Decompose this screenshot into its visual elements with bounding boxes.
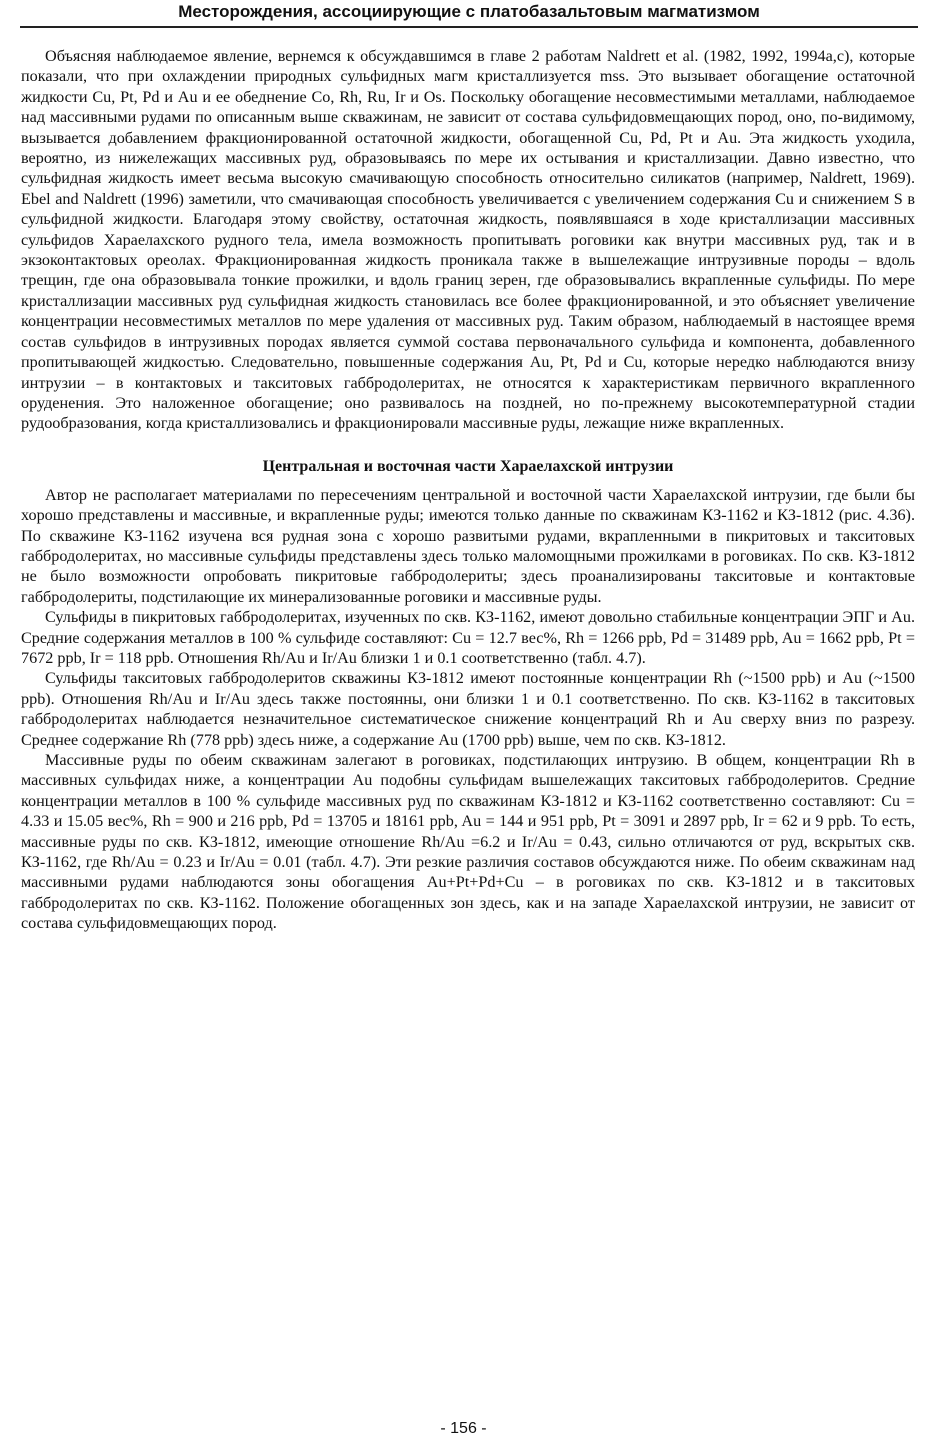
paragraph: Автор не располагает материалами по пересечениям центральной и восточной части Хараелахской интрузии, где были бы хорошо представлены и массивные, и вкрапленные руды; имеются только данные по скважинам КЗ-1162 и КЗ-1812 (рис. 4.36). По скважине КЗ-1162 изучена вся рудная зона с хорошо развитыми рудами, вкрапленными в пикритовых и такситовых габбродолеритах, но массивные сульфиды представлены здесь только маломощными прожилками в роговиках. По скв. КЗ-1812 не было возможности опробовать пикритовые габбродолериты; здесь проанализированы такситовые и контактовые габбродолериты, подстилающие их минерализованные роговики и массивные руды. bbox=[21, 485, 915, 606]
paragraph: Сульфиды в пикритовых габбродолеритах, изученных по скв. КЗ-1162, имеют довольно стабильные концентрации ЭПГ и Au. Средние содержания металлов в 100 % сульфиде составляют: Cu = 12.7 вес%, Rh = 1266 ppb, Pd = 31489 ppb, Au = 1662 ppb, Pt = 7672 ppb, Ir = 118 ppb. Отношения Rh/Au и Ir/Au близки 1 и 0.1 соответственно (табл. 4.7). bbox=[21, 608, 915, 667]
page-body bbox=[21, 46, 915, 934]
paragraph: Сульфиды такситовых габбродолеритов скважины КЗ-1812 имеют постоянные концентрации Rh (~1500 ppb) и Au (~1500 ppb). Отношения Rh/Au и Ir/Au здесь также постоянны, они близки 1 и 0.1 соответственно. По скв. КЗ-1162 в такситовых габбродолеритах наблюдается незначительное систематическое снижение концентраций Rh и Au сверху вниз по разрезу. Среднее содержание Rh (778 ppb) здесь ниже, а содержание Au (1700 ppb) выше, чем по скв. КЗ-1812. bbox=[21, 669, 915, 749]
section-heading: Центральная и восточная части Хараелахской интрузии bbox=[262, 457, 674, 475]
paragraph: Объясняя наблюдаемое явление, вернемся к обсуждавшимся в главе 2 работам Naldrett et al. (1982, 1992, 1994a,c), которые показали, что при охлаждении природных сульфидных магм кристаллизуется mss. Это вызывает обогащение остаточной жидкости Cu, Pt, Pd и Au и ее обеднение Co, Rh, Ru, Ir и Os. Поскольку обогащение несовместимыми металлами, наблюдаемое над массивными рудами по описанным выше скважинам, не зависит от состава сульфидовмещающих пород, оно, по-видимому, вызывается добавлением фракционированной остаточной жидкости, обогащенной Cu, Pd, Pt и Au. Эта жидкость уходила, вероятно, из нижележащих массивных руд, образовываясь по мере их остывания и кристаллизации. Давно известно, что сульфидная жидкость имеет весьма высокую смачивающую способность относительно силикатов (например, Naldrett, 1969). Ebel and Naldrett (1996) заметили, что смачивающая способность увеличивается с увеличением содержания Cu и снижением S в сульфидной жидкости. Благодаря этому свойству, остаточная жидкость, появлявшаяся в ходе кристаллизации массивных сульфидов Хараелахского рудного тела, имела возможность пропитывать роговики как внутри массивных руд, так и в экзоконтактовых ореолах. Фракционированная жидкость проникала также в вышележащие интрузивные породы – вдоль трещин, где она образовывала тонкие прожилки, и вдоль границ зерен, где образовывались вкрапленные сульфиды. По мере кристаллизации массивных руд сульфидная жидкость становилась все более фракционированной, и это объясняет увеличение концентрации несовместимых металлов по мере удаления от массивных руд. Таким образом, наблюдаемый в настоящее время состав сульфидов в интрузивных породах является суммой состава первоначального сульфида и компонента, добавленного пропитывающей жидкостью. Следовательно, повышенные содержания Au, Pt, Pd и Cu, которые нередко наблюдаются внизу интрузии – в контактовых и такситовых габбродолеритах, не относятся к характеристикам первичного вкрапленного оруденения. Это наложенное обогащение; оно развивалось на поздней, но по-прежнему высокотемпературной стадии рудообразования, когда кристаллизовались и фракционировали массивные руды, лежащие ниже вкрапленных. bbox=[21, 47, 915, 433]
running-header: Месторождения, ассоциирующие с платобазальтовым магматизмом bbox=[20, 0, 918, 28]
paragraph: Массивные руды по обеим скважинам залегают в роговиках, подстилающих интрузию. В общем, концентрации Rh в массивных сульфидах ниже, а концентрации Au подобны сульфидам вышележащих такситовых габбродолеритов. Средние концентрации металлов в 100 % сульфиде массивных руд по скважинам КЗ-1812 и КЗ-1162 соответственно составляют: Cu = 4.33 и 15.05 вес%, Rh = 900 и 216 ppb, Pd = 13705 и 18161 ppb, Au = 144 и 951 ppb, Pt = 3091 и 2897 ppb, Ir = 62 и 9 ppb. То есть, массивные руды по скв. КЗ-1812, имеющие отношение Rh/Au =6.2 и Ir/Au = 0.43, сильно отличаются от руд, вскрытых скв. КЗ-1162, где Rh/Au = 0.23 и Ir/Au = 0.01 (табл. 4.7). Эти резкие различия составов обсуждаются ниже. По обеим скважинам над массивными рудами наблюдаются зоны обогащения Au+Pt+Pd+Cu – в роговиках по скв. КЗ-1812 и в такситовых габбродолеритах по скв. КЗ-1162. Положение обогащенных зон здесь, как и на западе Хараелахской интрузии, не зависит от состава сульфидовмещающих пород. bbox=[21, 751, 915, 933]
page-number: - 156 - bbox=[440, 1420, 487, 1437]
